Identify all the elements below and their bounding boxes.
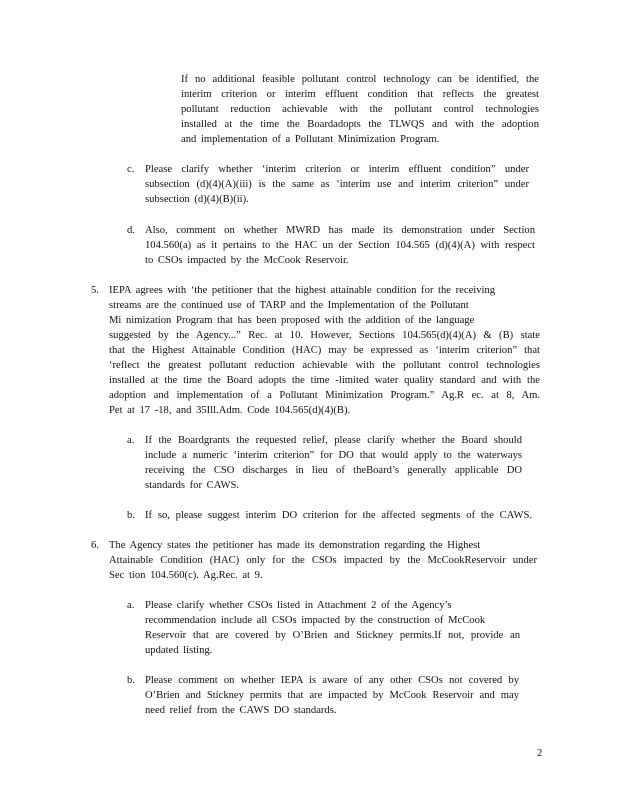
item-5-line: streams are the continued use of TARP and the Implementation of the Pollutant — [109, 300, 469, 311]
item-6a-line: recommendation include all CSOs impacted by the construction of McCook — [145, 615, 486, 626]
item-6b-line: O’Brien and Stickney permits that are impacted by McCook Reservoir and may — [145, 690, 519, 701]
item-5-paragraph — [109, 283, 540, 418]
item-c-line: subsection (d)(4)(B)(ii). — [145, 194, 249, 205]
item-5-line: ‘reflect the greatest pollutant reduction achievable with the pollutant control technologies — [109, 360, 540, 371]
item-c-label: c. — [127, 164, 135, 175]
item-5-line: Mi nimization Program that has been proposed with the addition of the language — [109, 315, 475, 326]
intro-paragraph — [181, 72, 539, 147]
item-6a-paragraph — [145, 598, 520, 658]
item-6-paragraph — [109, 538, 537, 583]
intro-line: installed at the time the Boardadopts the TLWQS and with the adoption — [181, 119, 539, 130]
item-6b-label: b. — [127, 675, 135, 686]
item-c-paragraph — [145, 162, 529, 207]
item-6a-label: a. — [127, 600, 135, 611]
item-d-line: Also, comment on whether MWRD has made its demonstration under Section — [145, 225, 535, 236]
item-5a-paragraph — [145, 433, 522, 493]
item-5-line: installed at the time the Board adopts the time -limited water quality standard and with the — [109, 375, 540, 386]
item-6b-paragraph — [145, 673, 519, 718]
item-5b-label: b. — [127, 510, 135, 521]
item-6-line: Sec tion 104.560(c). Ag.Rec. at 9. — [109, 570, 263, 581]
item-6a-line: updated listing. — [145, 645, 213, 656]
item-5b-line: If so, please suggest interim DO criterion for the affected segments of the CAWS. — [145, 510, 532, 521]
item-d-label: d. — [127, 225, 135, 236]
item-5a-line: receiving the CSO discharges in lieu of theBoard’s generally applicable DO — [145, 465, 522, 476]
item-5-line: that the Highest Attainable Condition (HAC) may be expressed as ‘interim criterion” that — [109, 345, 540, 356]
item-6-line: The Agency states the petitioner has made its demonstration regarding the Highest — [109, 540, 481, 551]
item-c-line: Please clarify whether ‘interim criterion or interim effluent condition” under — [145, 164, 529, 175]
item-c-line: subsection (d)(4)(A)(iii) is the same as ‘interim use and interim criterion” under — [145, 179, 529, 190]
item-5-line: Pet at 17 -18, and 35Ill.Adm. Code 104.565(d)(4)(B). — [109, 405, 351, 416]
intro-line: and implementation of a Pollutant Minimization Program. — [181, 134, 440, 145]
intro-line: pollutant reduction achievable with the pollutant control technologies — [181, 104, 539, 115]
item-d-line: to CSOs impacted by the McCook Reservoir. — [145, 255, 349, 266]
item-5b-paragraph — [145, 508, 532, 523]
item-5a-line: standards for CAWS. — [145, 480, 240, 491]
item-6b-line: Please comment on whether IEPA is aware of any other CSOs not covered by — [145, 675, 519, 686]
item-5a-line: If the Boardgrants the requested relief, please clarify whether the Board should — [145, 435, 522, 446]
item-5-line: IEPA agrees with ‘the petitioner that the highest attainable condition for the receiving — [109, 285, 496, 296]
item-d-line: 104.560(a) as it pertains to the HAC un der Section 104.565 (d)(4)(A) with respect — [145, 240, 535, 251]
item-5a-line: include a numeric ‘interim criterion” for DO that would apply to the waterways — [145, 450, 522, 461]
item-5-label: 5. — [91, 285, 99, 296]
item-6a-line: Please clarify whether CSOs listed in Attachment 2 of the Agency’s — [145, 600, 452, 611]
intro-line: interim criterion or interim effluent condition that reflects the greatest — [181, 89, 539, 100]
intro-line: If no additional feasible pollutant control technology can be identified, the — [181, 74, 539, 85]
item-5a-label: a. — [127, 435, 135, 446]
page-number: 2 — [537, 748, 543, 759]
item-5-line: adoption and implementation of a Pollutant Minimization Program.” Ag.R ec. at 8, Am. — [109, 390, 540, 401]
item-5-line: suggested by the Agency...” Rec. at 10. However, Sections 104.565(d)(4)(A) & (B) state — [109, 330, 540, 341]
item-6-line: Attainable Condition (HAC) only for the CSOs impacted by the McCookReservoir under — [109, 555, 537, 566]
item-d-paragraph — [145, 223, 535, 268]
item-6b-line: need relief from the CAWS DO standards. — [145, 705, 337, 716]
item-6a-line: Reservoir that are covered by O’Brien and Stickney permits.If not, provide an — [145, 630, 520, 641]
item-6-label: 6. — [91, 540, 99, 551]
